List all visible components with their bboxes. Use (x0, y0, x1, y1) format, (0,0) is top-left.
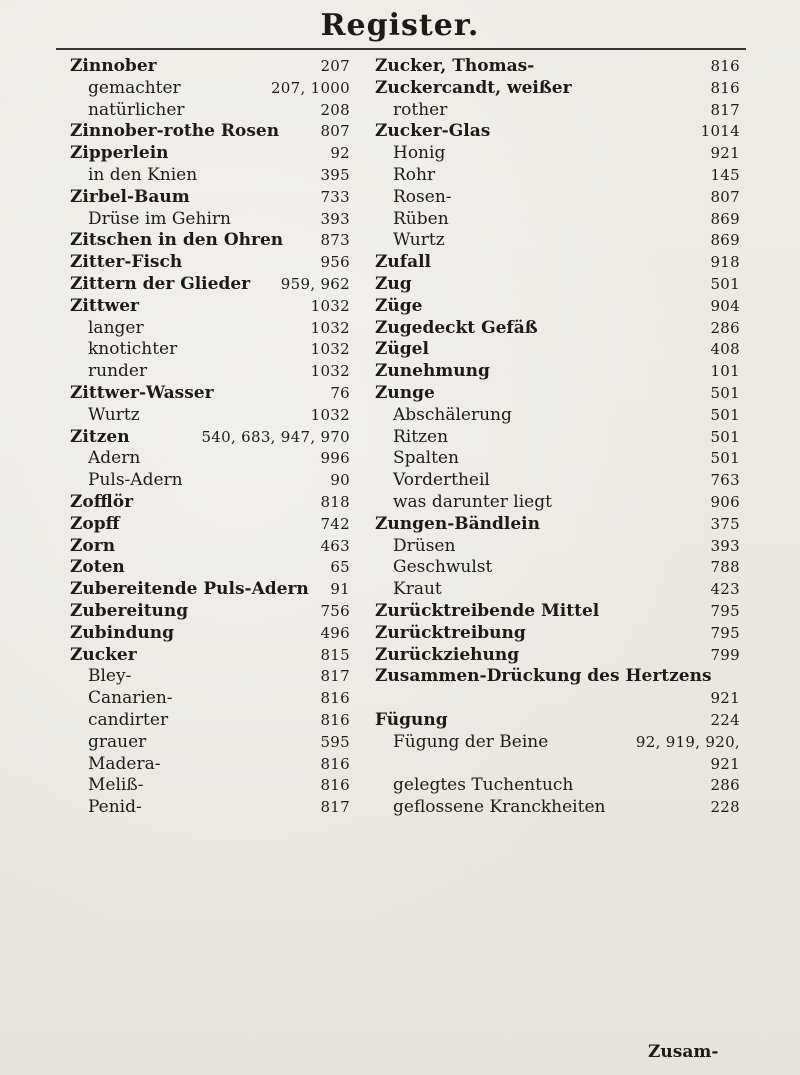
index-term: knotichter (88, 339, 178, 360)
index-entry (375, 579, 740, 601)
index-entry (375, 623, 740, 645)
index-entry (70, 732, 350, 754)
index-entry (375, 688, 740, 710)
index-term: Zurückziehung (375, 644, 520, 665)
index-term: Zungen‑Bändlein (375, 513, 540, 534)
page-numbers: 375 (710, 514, 740, 533)
index-entry (70, 754, 350, 776)
page-numbers: 145 (710, 165, 740, 184)
index-term: Zuckercandt, weißer (375, 77, 572, 98)
index-term: Zorn (70, 535, 116, 556)
index-term: geflossene Kranckheiten (393, 797, 606, 818)
index-entry (70, 230, 350, 252)
page-numbers: 408 (710, 340, 740, 359)
page-numbers: 101 (710, 362, 740, 381)
index-entry (375, 252, 740, 274)
page-numbers: 733 (320, 187, 350, 206)
page-numbers: 756 (320, 601, 350, 620)
page-numbers: 395 (320, 165, 350, 184)
index-term: Zopff (70, 513, 120, 534)
page-numbers: 815 (320, 645, 350, 664)
page-numbers: 463 (320, 536, 350, 555)
index-entry (70, 339, 350, 361)
index-term: langer (88, 317, 144, 338)
index-entry (375, 797, 740, 819)
index-term: Spalten (393, 448, 459, 469)
index-term: Geschwulst (393, 557, 493, 578)
index-term: Zubereitung (70, 600, 189, 621)
index-term: Madera‑ (88, 753, 161, 774)
index-term: Vordertheil (393, 470, 490, 491)
index-term: Abschälerung (393, 404, 512, 425)
index-entry (375, 339, 740, 361)
index-term: Wurtz (393, 230, 445, 251)
index-term: gemachter (88, 77, 181, 98)
index-entry (70, 666, 350, 688)
page-numbers: 742 (320, 514, 350, 533)
index-term: Zunehmung (375, 361, 490, 382)
page-numbers: 817 (320, 798, 350, 817)
page-numbers: 92, 919, 920, (635, 732, 740, 751)
index-term: Rosen‑ (393, 186, 452, 207)
index-entry (70, 775, 350, 797)
page-numbers: 501 (710, 427, 740, 446)
index-term: Zittwer (70, 295, 139, 316)
index-term: Zügel (375, 339, 429, 360)
index-term: Zinnober‑rothe Rosen (70, 121, 280, 142)
index-term: Penid‑ (88, 797, 142, 818)
index-entry (70, 318, 350, 340)
index-entry (375, 470, 740, 492)
index-entry (375, 492, 740, 514)
index-entry (70, 688, 350, 710)
page-numbers: 208 (320, 100, 350, 119)
page-numbers: 1032 (310, 318, 350, 337)
page-numbers: 921 (710, 754, 740, 773)
index-entry (70, 143, 350, 165)
page-numbers: 817 (320, 667, 350, 686)
index-entry (70, 209, 350, 231)
page-numbers: 807 (710, 187, 740, 206)
page-numbers: 1014 (700, 122, 740, 141)
index-entry (70, 797, 350, 819)
index-entry (70, 383, 350, 405)
page-numbers: 817 (710, 100, 740, 119)
catchword: Zusam‑ (648, 1042, 719, 1062)
index-term: was darunter liegt (393, 491, 552, 512)
page-numbers: 393 (320, 209, 350, 228)
index-term: gelegtes Tuchentuch (393, 775, 574, 796)
index-term: Zitschen in den Ohren (70, 230, 284, 251)
page-numbers: 818 (320, 492, 350, 511)
index-term: Zurücktreibung (375, 622, 526, 643)
index-term: Zucker‑Glas (375, 121, 491, 142)
index-term: Zittwer‑Wasser (70, 382, 214, 403)
index-entry (70, 623, 350, 645)
index-entry (70, 100, 350, 122)
index-term: Zipperlein (70, 143, 169, 164)
page-numbers: 795 (710, 623, 740, 642)
index-term: Zubindung (70, 622, 174, 643)
index-term: Zugedeckt Gefäß (375, 317, 538, 338)
index-entry (375, 775, 740, 797)
index-entry (70, 165, 350, 187)
index-entry (375, 732, 740, 754)
index-entry (375, 296, 740, 318)
page-numbers: 595 (320, 732, 350, 751)
page-numbers: 816 (320, 776, 350, 795)
index-term: in den Knien (88, 164, 198, 185)
index-term: candirter (88, 709, 169, 730)
index-entry (70, 78, 350, 100)
page-numbers: 788 (710, 558, 740, 577)
page-numbers: 501 (710, 449, 740, 468)
page-numbers: 207 (320, 57, 350, 75)
page-numbers: 501 (710, 405, 740, 424)
index-entry (375, 78, 740, 100)
index-term: Ritzen (393, 426, 449, 447)
index-entry (375, 710, 740, 732)
index-term: Zucker, Thomas‑ (375, 56, 535, 76)
page-numbers: 959, 962 (280, 274, 350, 293)
page-numbers: 286 (710, 776, 740, 795)
page-numbers: 91 (330, 580, 350, 599)
page-numbers: 207, 1000 (270, 78, 350, 97)
index-entry (375, 514, 740, 536)
index-entry (375, 536, 740, 558)
index-term: Zunge (375, 382, 435, 403)
page-numbers: 92 (330, 144, 350, 163)
index-term: Rüben (393, 208, 449, 229)
index-entry (375, 754, 740, 776)
index-term: Adern (88, 448, 141, 469)
index-entry (70, 252, 350, 274)
page-numbers: 816 (320, 754, 350, 773)
index-entry (375, 121, 740, 143)
index-term: Canarien‑ (88, 688, 173, 709)
index-term: Drüse im Gehirn (88, 208, 231, 229)
index-term: Puls‑Adern (88, 470, 183, 491)
page-numbers: 795 (710, 601, 740, 620)
page-numbers: 1032 (310, 362, 350, 381)
index-entry (70, 448, 350, 470)
index-entry (375, 100, 740, 122)
page-numbers: 65 (330, 558, 350, 577)
index-term: Zitzen (70, 426, 130, 447)
index-term: Zusammen‑Drückung des Hertzens (375, 666, 712, 687)
index-entry (70, 405, 350, 427)
page-numbers: 763 (710, 471, 740, 490)
index-term: Zoten (70, 557, 125, 578)
index-term: grauer (88, 731, 147, 752)
page-numbers: 224 (710, 710, 740, 729)
index-entry (70, 274, 350, 296)
index-term: Meliß‑ (88, 775, 144, 796)
index-entry (375, 361, 740, 383)
page-header: Register. (320, 8, 480, 43)
index-entry (70, 187, 350, 209)
index-term: Honig (393, 143, 446, 164)
index-entry (375, 209, 740, 231)
page-numbers: 921 (710, 689, 740, 708)
index-term: Zubereitende Puls‑Adern (70, 579, 309, 600)
index-term: Zucker (70, 644, 137, 665)
index-term: Zittern der Glieder (70, 273, 251, 294)
index-entry (70, 579, 350, 601)
index-term: Züge (375, 295, 423, 316)
page-numbers: 1032 (310, 340, 350, 359)
page-numbers: 921 (710, 144, 740, 163)
index-entry (70, 470, 350, 492)
index-entry (375, 405, 740, 427)
page-numbers: 228 (710, 798, 740, 817)
index-term: Drüsen (393, 535, 456, 556)
index-entry (70, 514, 350, 536)
index-term: Wurtz (88, 404, 140, 425)
index-entry (375, 165, 740, 187)
page-numbers: 1032 (310, 296, 350, 315)
index-term: Zurücktreibende Mittel (375, 600, 600, 621)
page-numbers: 918 (710, 253, 740, 272)
page-numbers: 423 (710, 580, 740, 599)
index-entry (375, 230, 740, 252)
index-term: Rohr (393, 164, 436, 185)
page-numbers: 501 (710, 383, 740, 402)
header-rule (56, 48, 746, 50)
page-numbers: 869 (710, 209, 740, 228)
index-entry (375, 448, 740, 470)
page-numbers: 996 (320, 449, 350, 468)
index-term: Bley‑ (88, 666, 132, 687)
page-numbers: 904 (710, 296, 740, 315)
page-numbers: 816 (710, 57, 740, 75)
index-term: Fügung (375, 709, 448, 730)
index-term: Zofflör (70, 491, 134, 512)
page-numbers: 496 (320, 623, 350, 642)
index-term: Zufall (375, 252, 432, 273)
index-entry (375, 601, 740, 623)
index-entry (70, 121, 350, 143)
index-entry (70, 427, 350, 449)
page-numbers: 869 (710, 231, 740, 250)
index-term: rother (393, 99, 448, 120)
index-term: runder (88, 361, 148, 382)
page-numbers: 501 (710, 274, 740, 293)
page-numbers: 956 (320, 253, 350, 272)
index-entry (70, 557, 350, 579)
page-numbers: 393 (710, 536, 740, 555)
index-entry (70, 361, 350, 383)
index-term: Zirbel‑Baum (70, 186, 190, 207)
page-numbers: 90 (330, 471, 350, 490)
index-entry (375, 187, 740, 209)
index-term: Zug (375, 273, 412, 294)
index-term: Fügung der Beine (393, 731, 549, 752)
index-entry (70, 710, 350, 732)
index-term: Zinnober (70, 56, 157, 76)
index-entry (70, 601, 350, 623)
page-numbers: 799 (710, 645, 740, 664)
index-entry (375, 557, 740, 579)
index-entry (375, 383, 740, 405)
page-numbers: 816 (320, 710, 350, 729)
index-entry (375, 56, 740, 78)
left-index-column (70, 56, 350, 819)
page-numbers: 76 (330, 383, 350, 402)
index-term: Zitter‑Fisch (70, 252, 183, 273)
index-entry (375, 666, 740, 688)
index-entry (70, 56, 350, 78)
page-numbers: 540, 683, 947, 970 (201, 427, 350, 446)
page-numbers: 286 (710, 318, 740, 337)
index-entry (70, 645, 350, 667)
index-entry (375, 318, 740, 340)
index-entry (375, 143, 740, 165)
index-entry (375, 427, 740, 449)
index-term: natürlicher (88, 99, 185, 120)
page-numbers: 873 (320, 231, 350, 250)
index-entry (375, 645, 740, 667)
page-numbers: 906 (710, 492, 740, 511)
page-numbers: 807 (320, 122, 350, 141)
page-numbers: 1032 (310, 405, 350, 424)
right-index-column (375, 56, 740, 819)
index-term: Kraut (393, 579, 442, 600)
index-entry (70, 296, 350, 318)
page-numbers: 816 (710, 78, 740, 97)
page-numbers: 816 (320, 689, 350, 708)
index-entry (375, 274, 740, 296)
index-entry (70, 492, 350, 514)
index-entry (70, 536, 350, 558)
